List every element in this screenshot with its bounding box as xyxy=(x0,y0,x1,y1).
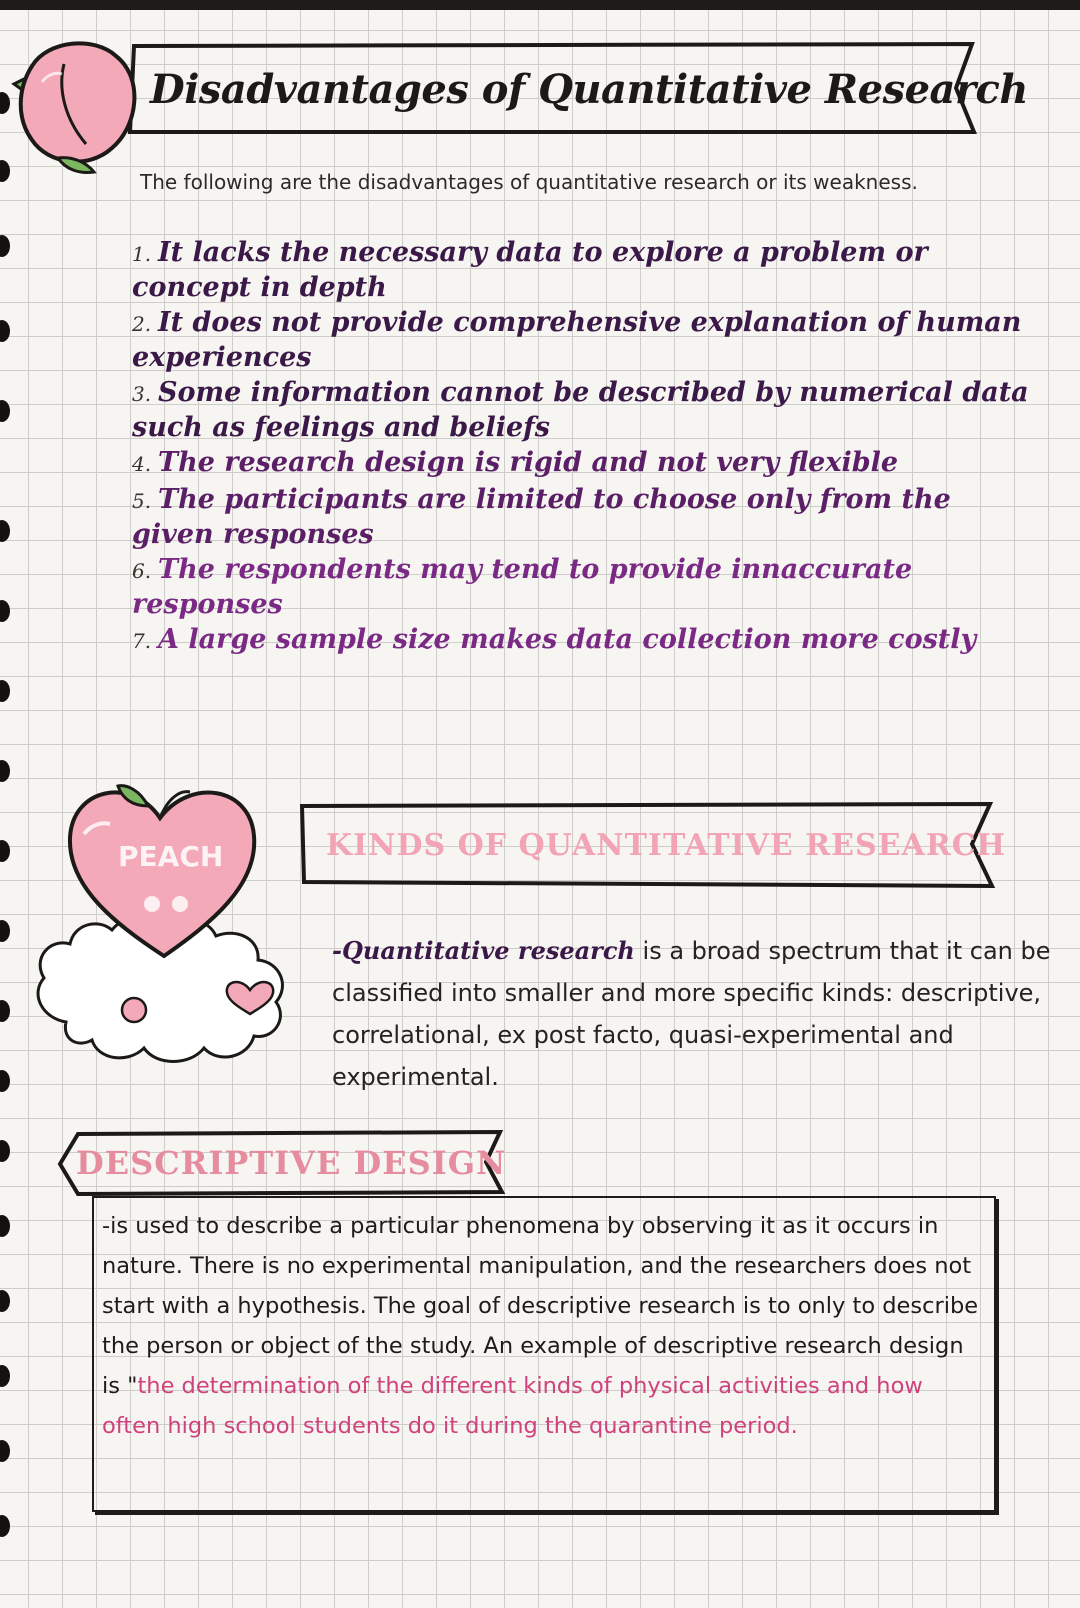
binder-hole xyxy=(0,520,10,542)
list-item xyxy=(132,376,1032,444)
binder-hole xyxy=(0,680,10,702)
page-title: Disadvantages of Quantitative Research xyxy=(150,66,1028,113)
kinds-lead: -Quantitative research xyxy=(332,936,635,965)
binder-hole xyxy=(0,1000,10,1022)
binder-hole xyxy=(0,1140,10,1162)
list-text: It lacks the necessary data to explore a problem or concept in depth xyxy=(132,237,928,303)
list-item xyxy=(132,236,1032,304)
binder-hole xyxy=(0,400,10,422)
list-number: 4. xyxy=(132,452,152,476)
list-item xyxy=(132,623,1032,658)
list-number: 3. xyxy=(132,382,152,406)
peach-heart-cloud-doodle xyxy=(22,778,312,1078)
binder-hole xyxy=(0,600,10,622)
kinds-paragraph xyxy=(332,930,1067,1098)
intro-text: The following are the disadvantages of quantitative research or its weakness. xyxy=(140,170,918,194)
list-text: It does not provide comprehensive explanation of human experiences xyxy=(132,307,1022,373)
peach-label: PEACH xyxy=(118,840,224,873)
list-text: The respondents may tend to provide innaccurate responses xyxy=(132,554,913,620)
list-item xyxy=(132,483,1032,551)
binder-hole xyxy=(0,1365,10,1387)
binder-hole xyxy=(0,320,10,342)
binder-hole xyxy=(0,1070,10,1092)
list-item xyxy=(132,553,1032,621)
list-number: 7. xyxy=(132,629,152,653)
list-item xyxy=(132,306,1032,374)
binder-hole xyxy=(0,1440,10,1462)
binder-hole xyxy=(0,840,10,862)
descriptive-example: the determination of the different kinds of physical activities and how often high school students do it during the quarantine period. xyxy=(102,1373,923,1439)
kinds-title: KINDS OF QUANTITATIVE RESEARCH xyxy=(326,828,1006,863)
binder-hole xyxy=(0,1215,10,1237)
disadvantages-list xyxy=(132,236,1032,660)
binder-holes xyxy=(0,0,14,1608)
list-number: 2. xyxy=(132,312,152,336)
list-number: 6. xyxy=(132,559,152,583)
list-text: A large sample size makes data collection more costly xyxy=(158,624,977,655)
binder-hole xyxy=(0,235,10,257)
kinds-body: is a broad spectrum that it can be classified into smaller and more specific kinds: descriptive, correlational, ex post facto, quasi-experimental and experimental. xyxy=(332,937,1051,1091)
list-text: The research design is rigid and not very flexible xyxy=(158,447,899,478)
descriptive-title: DESCRIPTIVE DESIGN xyxy=(76,1144,507,1182)
peach-doodle xyxy=(8,22,158,182)
binder-hole xyxy=(0,760,10,782)
binder-hole xyxy=(0,1515,10,1537)
list-item xyxy=(132,446,1032,481)
list-number: 1. xyxy=(132,242,152,266)
descriptive-body: -is used to describe a particular phenomena by observing it as it occurs in nature. There is no experimental manipulation, and the researchers does not start with a hypothesis. The goal of descriptive research is to only to describe the person or object of the study. An example of descriptive research design is " xyxy=(102,1213,979,1399)
binder-hole xyxy=(0,920,10,942)
list-text: The participants are limited to choose only from the given responses xyxy=(132,484,951,550)
binder-hole xyxy=(0,1290,10,1312)
page-top-edge xyxy=(0,0,1080,10)
list-number: 5. xyxy=(132,489,152,513)
descriptive-paragraph xyxy=(102,1206,982,1446)
list-text: Some information cannot be described by numerical data such as feelings and beliefs xyxy=(132,377,1029,443)
